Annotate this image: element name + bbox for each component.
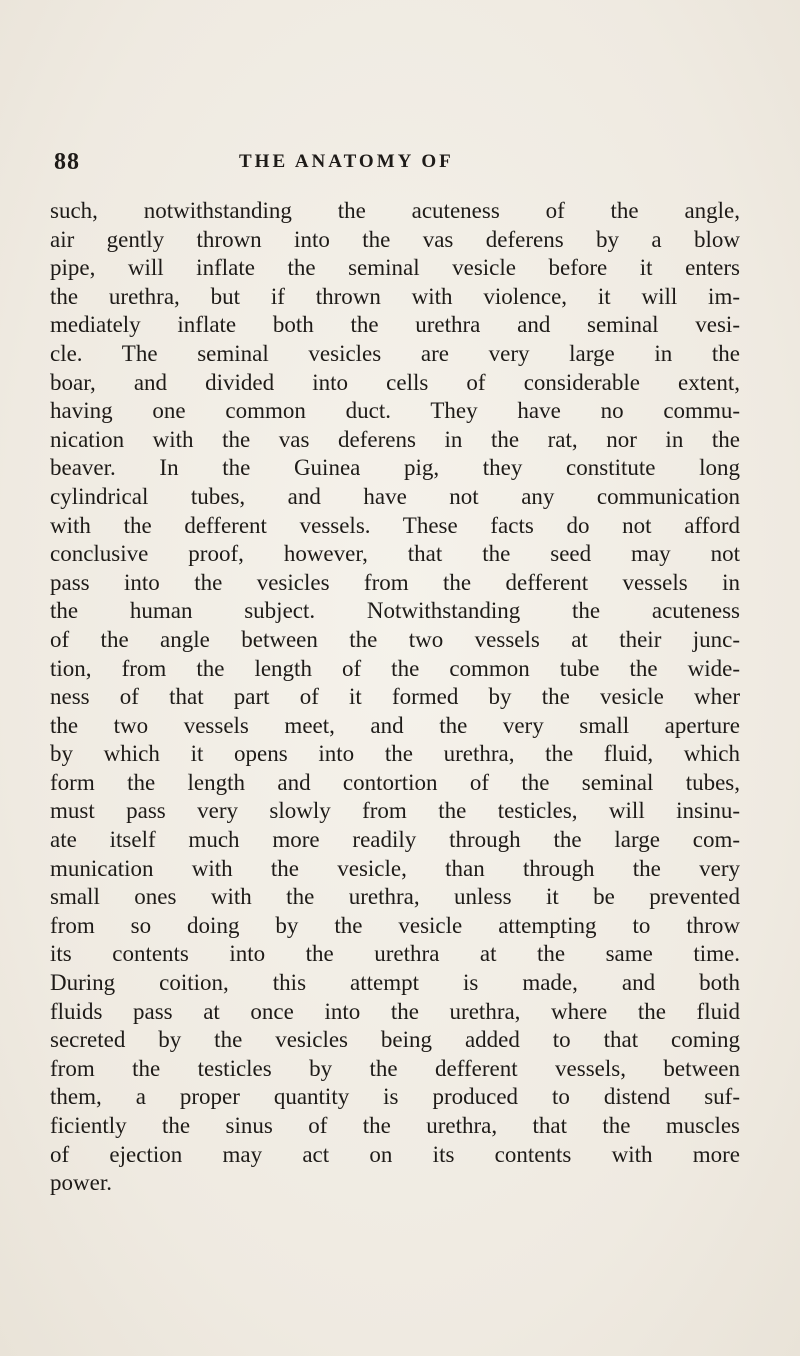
text-line: beaver. In the Guinea pig, they constitute long xyxy=(50,455,740,481)
text-line: of ejection may act on its contents with more xyxy=(50,1141,740,1167)
text-line: by which it opens into the urethra, the fluid, which xyxy=(50,741,740,767)
text-line: secreted by the vesicles being added to that coming xyxy=(50,1027,740,1053)
running-head: THE ANATOMY OF xyxy=(239,151,454,172)
text-line: tion, from the length of the common tube the wide- xyxy=(50,655,740,681)
text-line: with the defferent vessels. These facts do not afford xyxy=(50,512,740,538)
text-line: of the angle between the two vessels at their junc- xyxy=(50,626,740,652)
text-line: the urethra, but if thrown with violence, it will im- xyxy=(50,283,740,309)
text-line: having one common duct. They have no commu- xyxy=(50,398,740,424)
text-line: ate itself much more readily through the large com- xyxy=(50,827,740,853)
text-line: must pass very slowly from the testicles, will insinu- xyxy=(50,798,740,824)
text-line: boar, and divided into cells of considerable extent, xyxy=(50,369,740,395)
body-text xyxy=(50,197,740,1198)
text-line: such, notwithstanding the acuteness of the angle, xyxy=(50,198,740,223)
text-line: the human subject. Notwithstanding the acuteness xyxy=(50,598,740,624)
text-line: munication with the vesicle, than through the very xyxy=(50,855,740,881)
page-header xyxy=(54,149,694,179)
text-line: pass into the vesicles from the defferent vessels in xyxy=(50,569,740,595)
page-number: 88 xyxy=(54,149,80,175)
text-line: pipe, will inflate the seminal vesicle before it enters xyxy=(50,255,740,281)
text-line: small ones with the urethra, unless it be prevented xyxy=(50,884,740,910)
text-line: mediately inflate both the urethra and seminal vesi- xyxy=(50,312,740,338)
text-line: power. xyxy=(50,1170,112,1196)
text-line: fluids pass at once into the urethra, where the fluid xyxy=(50,998,740,1024)
text-line: its contents into the urethra at the same time. xyxy=(50,941,740,967)
text-line: During coition, this attempt is made, and both xyxy=(50,970,740,996)
text-line: from so doing by the vesicle attempting to throw xyxy=(50,912,740,938)
text-line: ficiently the sinus of the urethra, that the muscles xyxy=(50,1113,740,1138)
text-line: cylindrical tubes, and have not any communication xyxy=(50,483,740,509)
text-line: them, a proper quantity is produced to distend suf- xyxy=(50,1084,740,1110)
text-line: air gently thrown into the vas deferens by a blow xyxy=(50,226,740,252)
text-line: nication with the vas deferens in the rat, nor in the xyxy=(50,426,740,452)
text-line: form the length and contortion of the seminal tubes, xyxy=(50,769,740,795)
text-line: ness of that part of it formed by the vesicle wher xyxy=(50,684,740,710)
text-line: from the testicles by the defferent vessels, between xyxy=(50,1055,740,1081)
text-line: conclusive proof, however, that the seed may not xyxy=(50,541,740,567)
text-line: cle. The seminal vesicles are very large in the xyxy=(50,340,740,366)
text-line: the two vessels meet, and the very small aperture xyxy=(50,712,740,738)
